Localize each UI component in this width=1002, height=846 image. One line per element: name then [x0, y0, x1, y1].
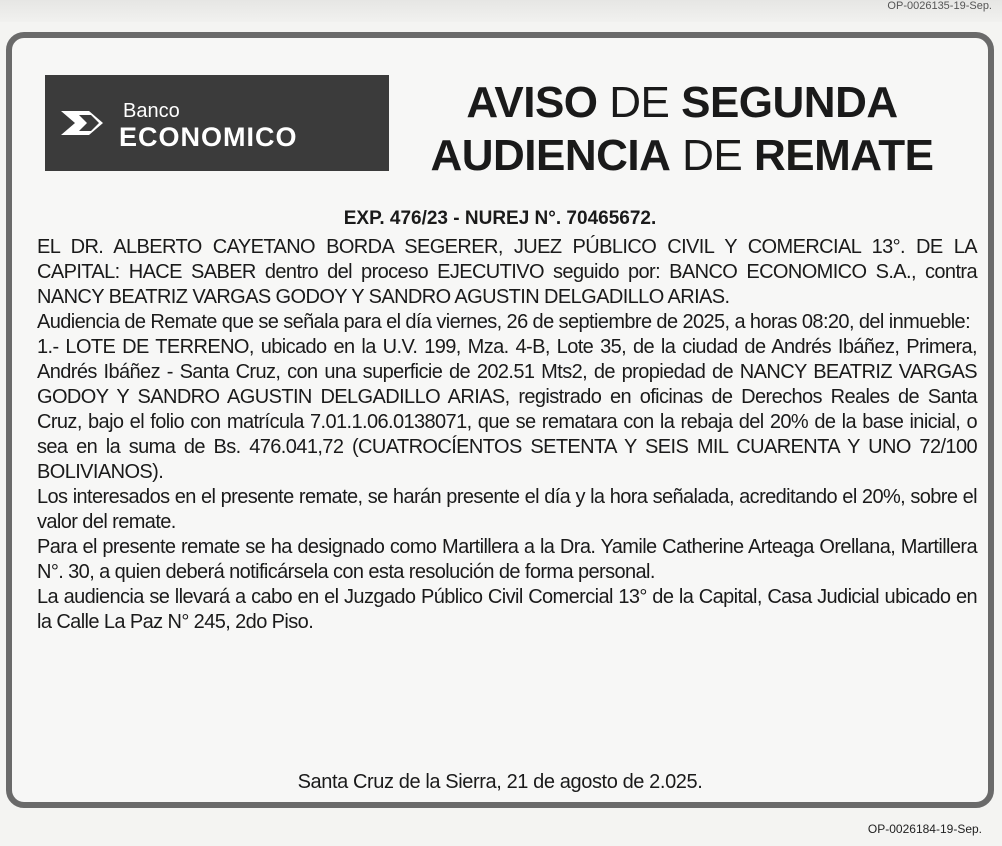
- paragraph-location: La audiencia se llevará a cabo en el Juzgado Público Civil Comercial 13° de la Capital, Casa Judicial ubicado en la Calle La Paz N° 245, 2do Piso.: [37, 586, 977, 633]
- case-number: EXP. 476/23 - NUREJ N°. 70465672.: [343, 208, 657, 229]
- title-line-1: AVISO DE SEGUNDA: [466, 78, 898, 127]
- publication-reference: OP-0026184-19-Sep.: [867, 822, 982, 836]
- closing-place-date: Santa Cruz de la Sierra, 21 de agosto de 2.025.: [297, 771, 703, 793]
- paragraph-interested: Los interesados en el presente remate, se harán presente el día y la hora señalada, acreditando el 20%, sobre el valor del remate.: [37, 486, 977, 533]
- page-top-strip: [0, 0, 1002, 22]
- paragraph-date: Audiencia de Remate que se señala para el día viernes, 26 de septiembre de 2025, a horas 08:20, del inmueble:: [37, 311, 971, 333]
- bank-logo: [45, 75, 389, 171]
- title-line-2: AUDIENCIA DE REMATE: [430, 131, 934, 180]
- paragraph-property: 1.- LOTE DE TERRENO, ubicado en la U.V. 199, Mza. 4-B, Lote 35, de la ciudad de Andrés Ibáñez, Primera, Andrés Ibáñez - Santa Cruz, con una superficie de 202.51 Mts2, de propiedad de NANCY BEATRIZ VARGAS GODOY Y SANDRO AGUSTIN DELGADILLO ARIAS, registrado en oficinas de Derechos Reales de Santa Cruz, bajo el folio con matrícula 7.01.1.06.0138071, que se rematara con la rebaja del 20% de la base inicial, o sea en la suma de Bs. 476.041,72 (CUATROCÍENTOS SETENTA Y SEIS MIL CUARENTA Y UNO 72/100 BOLIVIANOS).: [37, 336, 977, 483]
- notice-body: [37, 235, 977, 635]
- logo-bank-word: Banco: [123, 100, 180, 122]
- paragraph-judge: EL DR. ALBERTO CAYETANO BORDA SEGERER, JUEZ PÚBLICO CIVIL Y COMERCIAL 13°. DE LA CAPITAL: HACE SABER dentro del proceso EJECUTIVO seguido por: BANCO ECONOMICO S.A., contra NANCY BEATRIZ VARGAS GODOY Y SANDRO AGUSTIN DELGADILLO ARIAS.: [37, 236, 977, 308]
- paragraph-auctioneer: Para el presente remate se ha designado como Martillera a la Dra. Yamile Catherine Arteaga Orellana, Martillera N°. 30, a quien deberá notificársela con esta resolución de forma personal.: [37, 536, 977, 583]
- auction-notice-box: [6, 32, 994, 808]
- previous-ad-reference: OP-0026135-19-Sep.: [887, 0, 992, 12]
- notice-title: [400, 76, 964, 182]
- logo-bank-name: ECONOMICO: [119, 122, 298, 152]
- bank-logo-icon: [59, 103, 115, 143]
